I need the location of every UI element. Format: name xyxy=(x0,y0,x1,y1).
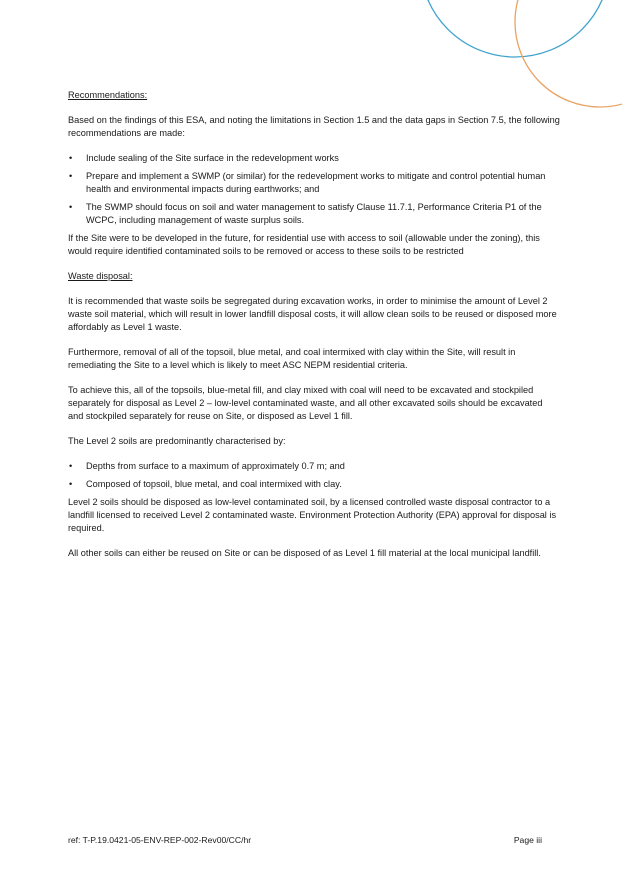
waste-paragraph-characterised: The Level 2 soils are predominantly characterised by: xyxy=(68,436,286,446)
bullet-icon: • xyxy=(69,153,73,163)
recommendations-closing: If the Site were to be developed in the future, for residential use with access to soil (allowable under the zoning), this would require identified contaminated soils to be removed or access to these soils to be restricted xyxy=(68,233,540,256)
list-item-text: Include sealing of the Site surface in the redevelopment works xyxy=(86,153,339,163)
recommendations-list xyxy=(68,152,560,227)
document-body xyxy=(68,89,560,572)
list-item xyxy=(68,201,560,227)
list-item-text: The SWMP should focus on soil and water management to satisfy Clause 11.7.1, Performance Criteria P1 of the WCPC, including management of waste surplus soils. xyxy=(86,202,542,225)
recommendations-intro: Based on the findings of this ESA, and noting the limitations in Section 1.5 and the data gaps in Section 7.5, the following recommendations are made: xyxy=(68,115,560,138)
bullet-icon: • xyxy=(69,479,73,489)
waste-paragraph-licensed-disposal: Level 2 soils should be disposed as low-level contaminated soil, by a licensed controlled waste disposal contractor to a landfill licensed to received Level 2 contaminated waste. Environment Protection Authority (EPA) approval for disposal is required. xyxy=(68,497,557,533)
bullet-icon: • xyxy=(69,171,73,181)
page-number: Page iii xyxy=(513,835,542,845)
list-item xyxy=(68,478,560,491)
list-item xyxy=(68,152,560,165)
bullet-icon: • xyxy=(69,461,73,471)
bullet-icon: • xyxy=(69,202,73,212)
recommendations-heading: Recommendations: xyxy=(68,90,148,100)
waste-paragraph-other-soils: All other soils can either be reused on Site or can be disposed of as Level 1 fill material at the local municipal landfill. xyxy=(68,548,541,558)
list-item xyxy=(68,460,560,473)
level2-soils-list xyxy=(68,460,560,491)
waste-paragraph-excavation: To achieve this, all of the topsoils, blue-metal fill, and clay mixed with coal will need to be excavated and stockpiled separately for disposal as Level 2 – low-level contaminated waste, and all other excavated soils should be excavated and stockpiled separately for reuse on Site, or disposed as Level 1 fill. xyxy=(68,385,543,421)
document-reference: ref: T-P.19.0421-05-ENV-REP-002-Rev00/CC/hr xyxy=(68,835,252,845)
list-item-text: Composed of topsoil, blue metal, and coal intermixed with clay. xyxy=(86,479,342,489)
waste-disposal-heading: Waste disposal: xyxy=(68,271,133,281)
list-item-text: Prepare and implement a SWMP (or similar) for the redevelopment works to mitigate and control potential human health and environmental impacts during earthworks; and xyxy=(86,171,546,194)
list-item xyxy=(68,170,560,196)
list-item-text: Depths from surface to a maximum of approximately 0.7 m; and xyxy=(86,461,345,471)
waste-paragraph-removal: Furthermore, removal of all of the topsoil, blue metal, and coal intermixed with clay within the Site, will result in remediating the Site to a level which is likely to meet ASC NEPM residential criteria. xyxy=(68,347,516,370)
waste-paragraph-segregation: It is recommended that waste soils be segregated during excavation works, in order to minimise the amount of Level 2 waste soil material, which will result in lower landfill disposal costs, it will allow clean soils to be reused or disposed more affordably as Level 1 waste. xyxy=(68,296,557,332)
